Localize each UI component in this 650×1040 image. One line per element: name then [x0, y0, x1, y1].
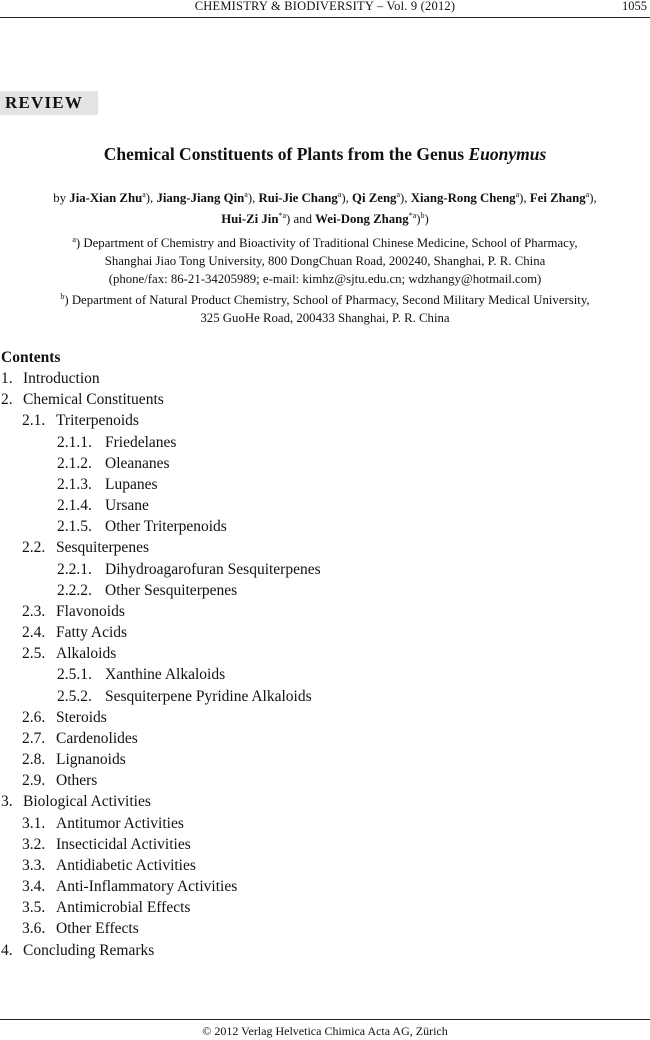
toc-entry [1, 368, 641, 389]
toc-entry [1, 770, 641, 791]
toc-entry-number: 2.1.1. [57, 433, 92, 451]
affiliation-a-contact: (phone/fax: 86-21-34205989; e-mail: kimhz@sjtu.edu.cn; wdzhangy@hotmail.com) [108, 272, 542, 286]
toc-entry [1, 940, 641, 961]
copyright-notice: © 2012 Verlag Helvetica Chimica Acta AG, Zürich [202, 1024, 448, 1038]
author-name: Hui-Zi Jin [221, 212, 279, 226]
toc-entry [1, 537, 641, 558]
affiliation-b-line2: 325 GuoHe Road, 200433 Shanghai, P. R. China [200, 311, 450, 325]
toc-entry-label: Concluding Remarks [23, 941, 155, 959]
toc-entry [1, 601, 641, 622]
toc-entry-label: Sesquiterpene Pyridine Alkaloids [105, 687, 312, 705]
author-line-1 [0, 186, 650, 207]
toc-entry-label: Alkaloids [56, 645, 117, 663]
toc-entry-number: 2.7. [22, 729, 46, 747]
toc-entry-number: 2.1.3. [57, 475, 92, 493]
author-affiliation-mark: a [142, 190, 146, 199]
toc-entry-number: 2.5.2. [57, 687, 92, 705]
contents-heading: Contents [1, 349, 61, 366]
toc-entry-label: Lupanes [105, 475, 158, 493]
toc-entry [1, 897, 641, 918]
author-separator: ) and [286, 212, 316, 226]
author-list [0, 186, 650, 228]
author-name: Jia-Xian Zhu [69, 191, 143, 205]
toc-entry-label: Triterpenoids [56, 412, 139, 430]
author-affiliation-mark: b [420, 211, 425, 220]
toc-entry-number: 2.5.1. [57, 666, 92, 684]
author-name: Fei Zhang [529, 191, 586, 205]
toc-entry-number: 3.3. [22, 856, 46, 874]
toc-entry [1, 686, 641, 707]
toc-entry-number: 3.6. [22, 920, 46, 938]
toc-entry-number: 2.1. [22, 412, 46, 430]
affiliation-mark: a [72, 235, 76, 244]
author-name: Qi Zeng [352, 191, 397, 205]
toc-entry-label: Sesquiterpenes [56, 539, 149, 557]
author-affiliation-mark: a [244, 190, 248, 199]
toc-entry-number: 2.2.1. [57, 560, 92, 578]
affiliation-text: ) Department of Chemistry and Bioactivity of Traditional Chinese Medicine, School of Pharmacy, [75, 236, 578, 250]
toc-entry-label: Cardenolides [56, 729, 138, 747]
toc-entry-label: Other Triterpenoids [105, 518, 227, 536]
toc-entry-label: Lignanoids [56, 751, 126, 769]
author-separator: ), [341, 191, 353, 205]
article-title-genus: Euonymus [468, 144, 547, 164]
toc-entry [1, 813, 641, 834]
toc-entry [1, 559, 641, 580]
toc-entry-number: 2.1.5. [57, 518, 92, 536]
toc-entry-number: 2.6. [22, 708, 46, 726]
running-header [0, 0, 650, 18]
toc-entry [1, 834, 641, 855]
toc-entry-number: 3.4. [22, 878, 46, 896]
toc-entry [1, 728, 641, 749]
toc-entry-label: Friedelanes [105, 433, 177, 451]
toc-entry [1, 495, 641, 516]
author-name: Rui-Jie Chang [258, 191, 338, 205]
author-name: Jiang-Jiang Qin [156, 191, 245, 205]
toc-entry [1, 876, 641, 897]
affiliation-b [0, 288, 650, 309]
article-title-main: Chemical Constituents of Plants from the Genus [103, 144, 469, 164]
affiliations [0, 231, 650, 327]
toc-entry-number: 3. [1, 793, 13, 811]
toc-entry-number: 2.1.4. [57, 497, 92, 515]
author-separator: ), [400, 191, 411, 205]
toc-entry-label: Fatty Acids [56, 624, 128, 642]
toc-entry-label: Dihydroagarofuran Sesquiterpenes [105, 560, 321, 578]
author-separator: ), [519, 191, 530, 205]
author-affiliation-mark: a [515, 190, 520, 199]
author-affiliation-mark: *a [408, 211, 417, 220]
toc-entry [1, 791, 641, 812]
table-of-contents [1, 347, 641, 961]
toc-entry-label: Other Sesquiterpenes [105, 581, 238, 599]
author-prefix: by [53, 191, 70, 205]
toc-entry [1, 410, 641, 431]
toc-entry-label: Introduction [23, 370, 100, 387]
author-separator: ), [589, 191, 597, 205]
author-separator: ) [416, 212, 421, 226]
author-separator: ), [145, 191, 157, 205]
toc-entry-number: 1. [1, 370, 13, 387]
author-affiliation-mark: *a [278, 211, 287, 220]
toc-entry [1, 643, 641, 664]
toc-entry-number: 2.5. [22, 645, 46, 663]
toc-entry-number: 2.9. [22, 772, 46, 790]
toc-entry-label: Chemical Constituents [23, 391, 164, 409]
toc-entry [1, 918, 641, 939]
toc-entry [1, 432, 641, 453]
toc-entry [1, 474, 641, 495]
journal-title: CHEMISTRY & BIODIVERSITY – Vol. 9 (2012) [194, 0, 456, 13]
toc-entry-label: Other Effects [56, 920, 139, 938]
author-affiliation-mark: a [396, 190, 401, 199]
toc-entry-number: 3.5. [22, 899, 46, 917]
section-label-text: REVIEW [5, 93, 84, 112]
toc-entry-label: Insecticidal Activities [56, 835, 191, 853]
author-affiliation-mark: a [337, 190, 342, 199]
author-affiliation-mark: a [585, 190, 590, 199]
article-title [0, 144, 650, 165]
footer-rule [0, 1019, 650, 1020]
toc-entry-label: Xanthine Alkaloids [105, 666, 226, 684]
toc-entry-label: Antidiabetic Activities [56, 856, 196, 874]
toc-entry-label: Ursane [105, 497, 149, 515]
affiliation-a [0, 231, 650, 252]
toc-entry-number: 2.1.2. [57, 454, 92, 472]
toc-entry [1, 622, 641, 643]
author-separator: ), [247, 191, 259, 205]
toc-entry-label: Others [56, 772, 98, 790]
toc-entry-label: Oleananes [105, 454, 170, 472]
toc-entry [1, 516, 641, 537]
affiliation-mark: b [60, 292, 65, 301]
toc-entry-label: Steroids [56, 708, 107, 726]
toc-entry-number: 2.2.2. [57, 581, 92, 599]
toc-entry-number: 4. [1, 941, 13, 959]
toc-entry-label: Biological Activities [23, 793, 151, 811]
toc-entry [1, 453, 641, 474]
toc-entry-number: 2.4. [22, 624, 46, 642]
toc-entry-number: 3.2. [22, 835, 46, 853]
section-label [0, 91, 98, 115]
toc-entry-number: 2.8. [22, 751, 46, 769]
toc-entry-label: Antitumor Activities [56, 814, 184, 832]
author-name: Xiang-Rong Cheng [410, 191, 516, 205]
toc-entry [1, 749, 641, 770]
toc-entry [1, 664, 641, 685]
toc-entry [1, 580, 641, 601]
toc-entry-number: 2.2. [22, 539, 46, 557]
toc-entry [1, 707, 641, 728]
toc-entry [1, 855, 641, 876]
toc-entry-label: Flavonoids [56, 602, 125, 620]
author-line-2 [0, 207, 650, 228]
toc-entry-number: 2. [1, 391, 13, 409]
affiliation-a-line2: Shanghai Jiao Tong University, 800 DongChuan Road, 200240, Shanghai, P. R. China [104, 254, 546, 268]
toc-entry-label: Anti-Inflammatory Activities [56, 878, 238, 896]
author-name: Wei-Dong Zhang [315, 212, 409, 226]
affiliation-text: ) Department of Natural Product Chemistry, School of Pharmacy, Second Military Medical University, [64, 293, 590, 307]
toc-entry-number: 2.3. [22, 602, 46, 620]
author-separator: ) [424, 212, 429, 226]
toc-entry [1, 389, 641, 410]
toc-entry-number: 3.1. [22, 814, 46, 832]
page-number: 1055 [622, 0, 647, 13]
toc-entry-label: Antimicrobial Effects [56, 899, 191, 917]
toc-list [1, 368, 641, 961]
